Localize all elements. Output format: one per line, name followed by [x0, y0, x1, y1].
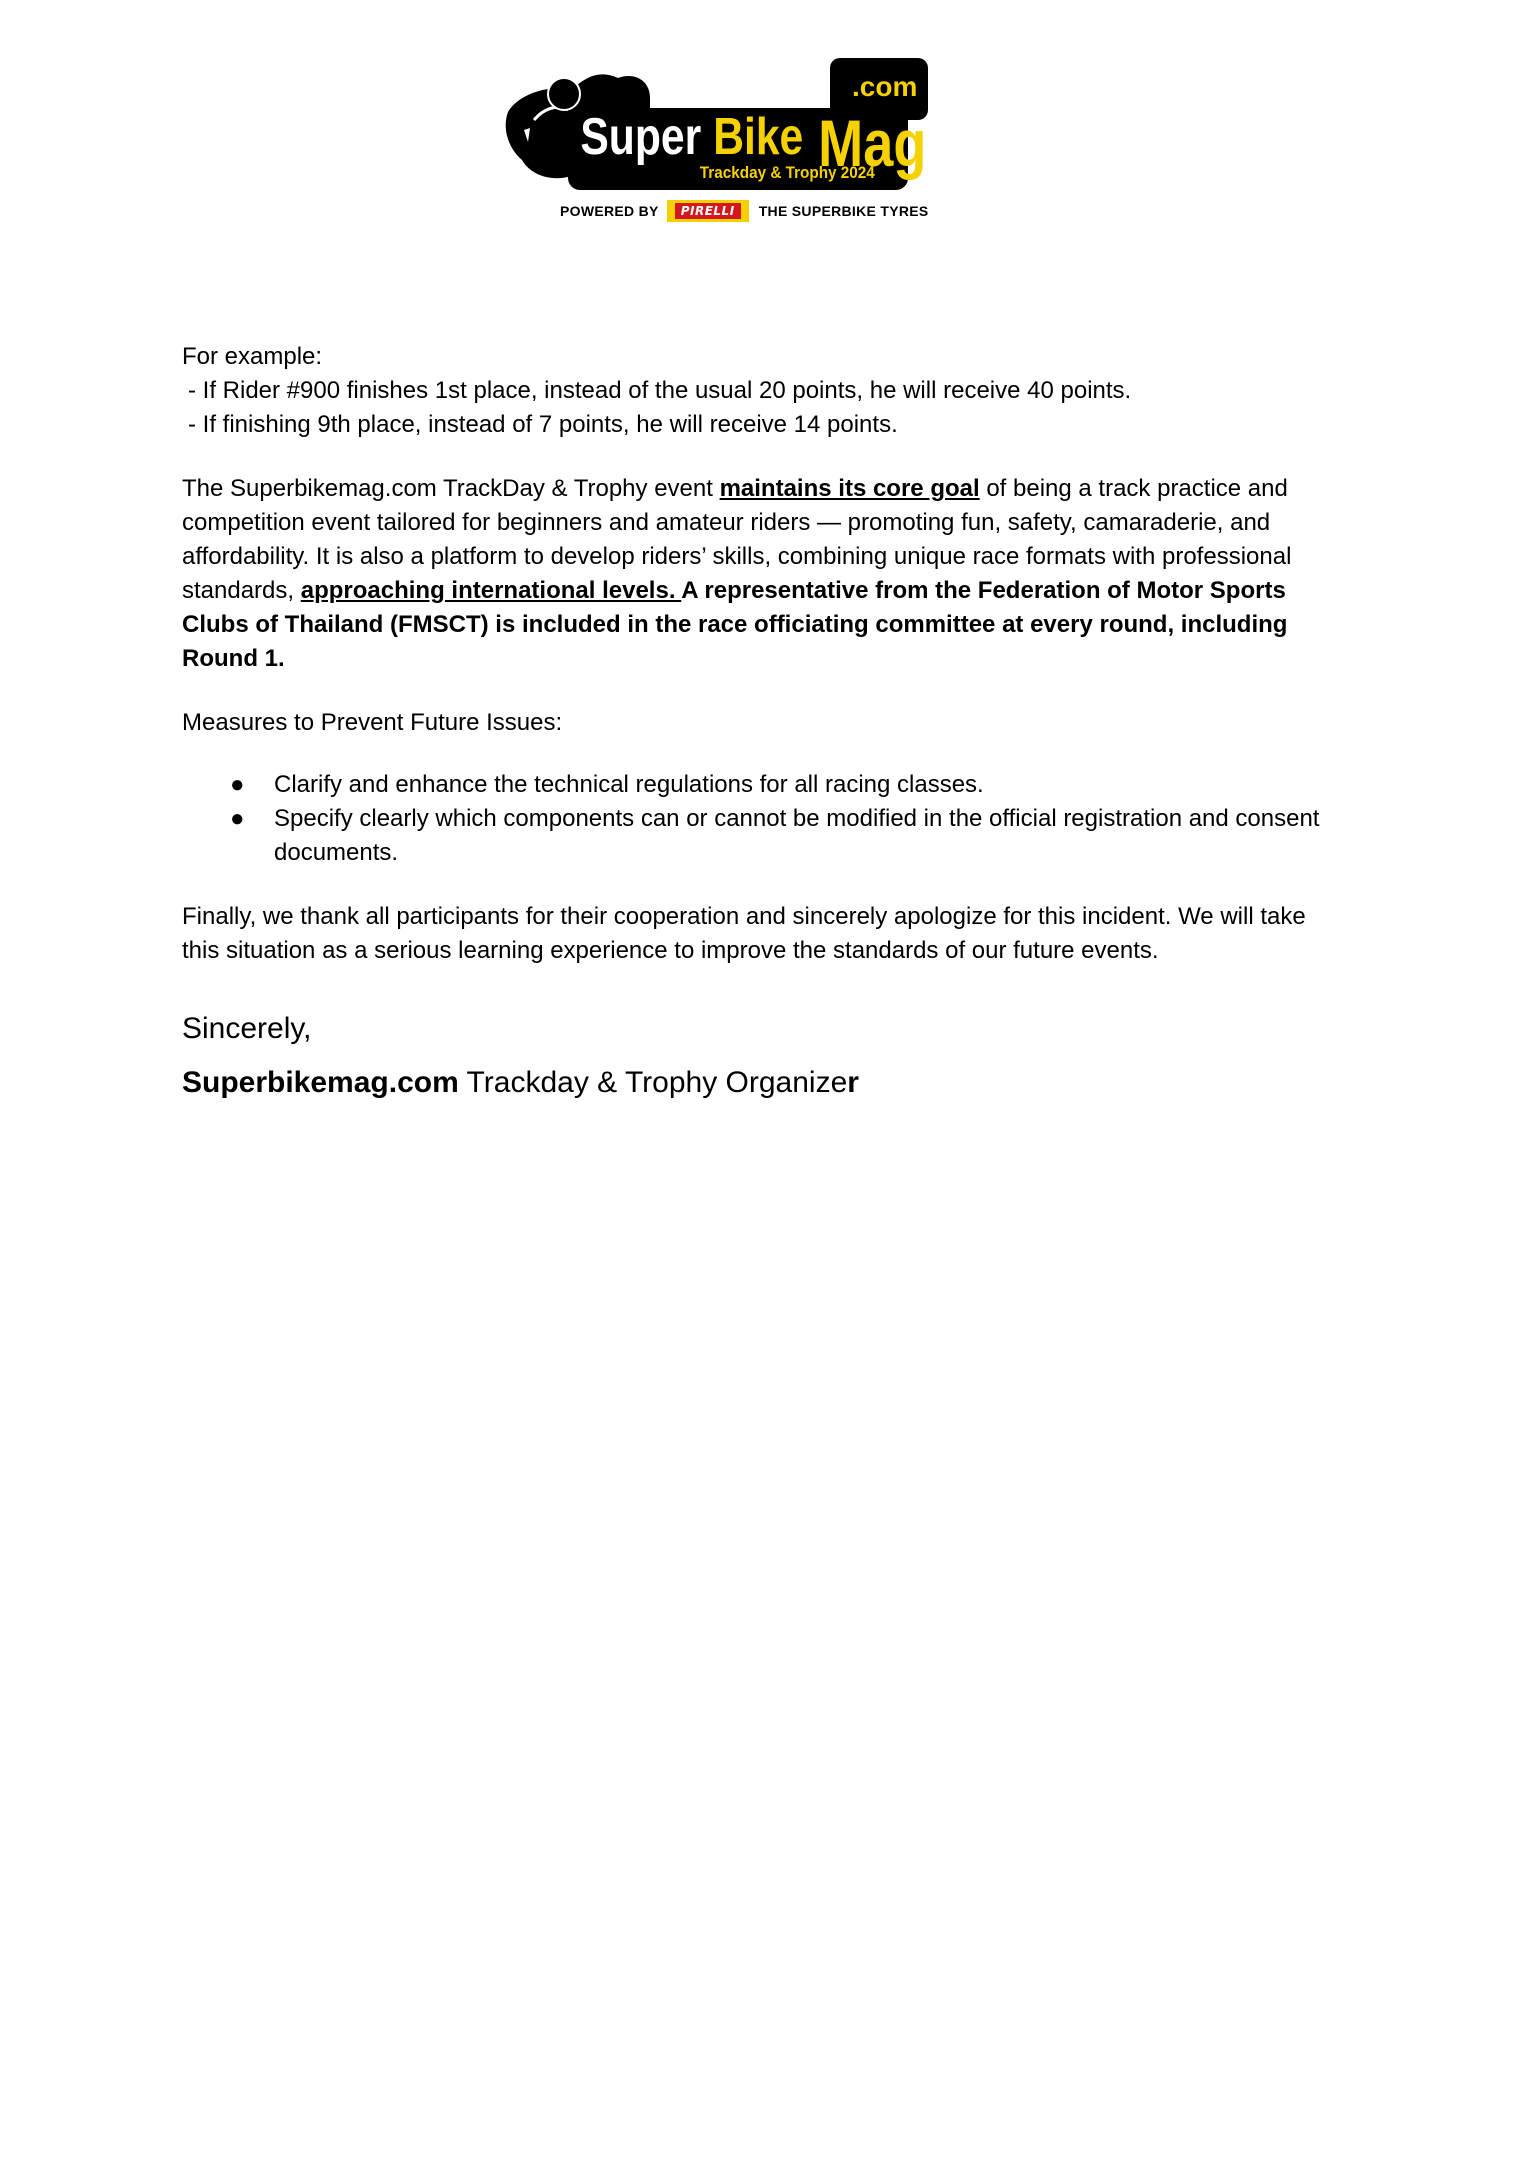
example-line-1: - If Rider #900 finishes 1st place, instead of the usual 20 points, he will receive 40 points. — [188, 377, 1132, 404]
logo-mag-text: Mag — [818, 105, 927, 181]
sincerely-text: Sincerely, — [182, 1012, 312, 1045]
closing-paragraph: Finally, we thank all participants for their cooperation and sincerely apologize for this incident. We will take this situation as a serious learning experience to improve the standards of our future events. — [182, 903, 1306, 964]
core-goal-text-2: of being a track practice and competition event tailored for beginners and amateur riders — promoting fun, safety, camaraderie, and affordability. It is also a platform to develop riders’ skills, combining unique race formats with professional standards, — [182, 475, 1292, 604]
logo-tagline: Trackday & Trophy 2024 — [699, 163, 875, 183]
example-intro: For example: — [182, 343, 323, 370]
list-item — [182, 802, 1342, 870]
pirelli-text: PIRELLI — [675, 203, 741, 219]
powered-by-label: POWERED BY — [560, 203, 659, 219]
signature-block — [182, 1002, 1342, 1110]
powered-by-row — [560, 198, 960, 224]
organizer-brand: Superbikemag.com — [182, 1066, 459, 1099]
measure-item-2: Specify clearly which components can or cannot be modified in the official registration and consent documents. — [274, 805, 1320, 866]
superbikemag-logo — [500, 50, 950, 230]
fmsct-statement: A representative from the Federation of Motor Sports Clubs of Thailand (FMSCT) is included in the race officiating committee at every round, including Round 1. — [182, 577, 1288, 672]
international-levels-emphasis: approaching international levels. — [300, 577, 682, 604]
example-section — [182, 340, 1342, 442]
logo-super-text: Super — [580, 108, 702, 167]
core-goal-text-1: The Superbikemag.com TrackDay & Trophy event — [182, 475, 720, 502]
example-line-2: - If finishing 9th place, instead of 7 points, he will receive 14 points. — [188, 411, 898, 438]
organizer-line — [182, 1056, 1342, 1110]
logo-bike-text: Bike — [713, 108, 804, 167]
measure-item-1: Clarify and enhance the technical regulations for all racing classes. — [274, 771, 984, 798]
logo-graphic — [500, 50, 950, 200]
measures-heading: Measures to Prevent Future Issues: — [182, 709, 563, 736]
core-goal-paragraph — [182, 472, 1342, 676]
bullet-icon: ● — [230, 805, 245, 832]
bullet-icon: ● — [230, 771, 245, 798]
organizer-title-end: r — [847, 1066, 859, 1099]
organizer-title: Trackday & Trophy Organize — [458, 1066, 848, 1099]
superbike-tyres-label: THE SUPERBIKE TYRES — [758, 203, 929, 219]
core-goal-emphasis: maintains its core goal — [719, 475, 980, 502]
logo-com-text: .com — [852, 71, 918, 102]
list-item — [182, 768, 1342, 802]
letter-body — [182, 340, 1342, 1110]
pirelli-logo — [667, 200, 749, 222]
measures-list — [182, 768, 1342, 870]
